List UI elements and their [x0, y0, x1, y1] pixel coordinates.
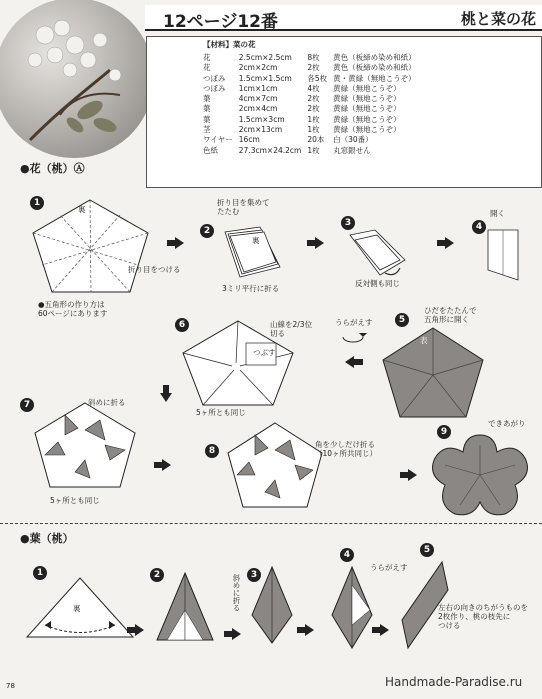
- leaf-arrow-1: [135, 624, 144, 636]
- materials-cell: 黄緑（無地こうぞ）: [333, 125, 401, 135]
- leaf-arrow-4: [380, 624, 389, 636]
- materials-cell: 各5枚: [307, 73, 328, 83]
- materials-cell: 4枚: [307, 83, 320, 93]
- materials-cell: 2cm×4cm: [238, 104, 278, 114]
- leaf1-back-label: 裏: [73, 604, 81, 613]
- flower-section-title: ●花（桃）Ⓐ: [20, 162, 85, 175]
- step1-note: ●五角形の作り方は 60ページにあります: [38, 300, 108, 318]
- materials-row: [203, 74, 422, 84]
- leaf-arrow-2: [232, 628, 241, 640]
- step8-text: 角を少しだけ折る （10ヶ所共同じ）: [315, 440, 378, 458]
- step1-back-label: 裏: [78, 205, 86, 214]
- materials-cell: 2cm×13cm: [238, 125, 283, 135]
- materials-cell: 2枚: [307, 104, 320, 114]
- materials-cell: 2枚: [307, 94, 320, 104]
- step1-diagram: [30, 195, 160, 295]
- materials-cell: 色紙: [203, 145, 218, 155]
- flower-step-number: 3: [341, 216, 355, 230]
- step9-done-label: できあがり: [488, 419, 526, 428]
- leaf-step-number: 2: [150, 568, 164, 582]
- step2-back-label: 裏: [252, 236, 260, 245]
- materials-cell: 8枚: [307, 53, 320, 62]
- page-number: 78: [6, 682, 15, 690]
- flower-photo: [0, 0, 160, 165]
- flower-step-number: 8: [205, 444, 219, 458]
- step9-diagram: [425, 430, 535, 520]
- step7-all-label: 5ヶ所とも同じ: [50, 496, 100, 505]
- materials-row: [203, 125, 422, 135]
- materials-cell: 黄色（板締め染め和紙）: [333, 63, 416, 73]
- materials-cell: 1枚: [307, 114, 320, 124]
- flower-step-number: 9: [437, 425, 451, 439]
- materials-row: [203, 115, 422, 125]
- step5-diagram: [378, 325, 488, 420]
- materials-cell: 1枚: [307, 145, 320, 155]
- materials-cell: 丸窓銀せん: [333, 145, 371, 155]
- flow-arrow-2: [315, 237, 324, 249]
- materials-row: [203, 146, 422, 156]
- materials-cell: 2cm×2cm: [238, 63, 278, 73]
- materials-cell: つぼみ: [203, 73, 226, 83]
- leaf-step-number: 3: [247, 568, 261, 582]
- materials-cell: ワイヤー: [203, 135, 233, 145]
- flower-step-number: 5: [395, 313, 409, 327]
- flow-arrow-4: [345, 356, 354, 368]
- materials-row: [203, 135, 422, 145]
- materials-cell: 花: [203, 63, 211, 73]
- leaf-arrow-3: [305, 624, 314, 636]
- materials-cell: 2.5cm×2.5cm: [238, 53, 292, 62]
- materials-row: [203, 94, 422, 104]
- leaf5-note: 左右の向きのちがうものを 2枚作り、桃の枝先に つける: [438, 603, 528, 630]
- step6-valley-label: 山線を2/3位 切る: [270, 320, 313, 338]
- materials-cell: つぼみ: [203, 83, 226, 93]
- watermark: Handmade-Paradise.ru: [385, 675, 523, 689]
- materials-cell: 1.5cm×1.5cm: [238, 73, 292, 83]
- step7-diagram: [30, 400, 140, 490]
- leaf-section-title: ●葉（桃）: [20, 532, 74, 545]
- leaf-step-number: 4: [340, 548, 354, 562]
- step2-bottom-label: 3ミリ平行に折る: [222, 284, 280, 293]
- step5-front-label: 表: [420, 336, 428, 345]
- flow-arrow-1: [175, 237, 184, 249]
- materials-cell: 葉: [203, 114, 211, 124]
- materials-heading: 【材料】菜の花: [203, 40, 256, 49]
- materials-row: [203, 84, 422, 94]
- materials-cell: 黄・黄緑（無地こうぞ）: [333, 73, 416, 83]
- materials-cell: 1.5cm×3cm: [238, 114, 285, 124]
- step8-diagram: [225, 420, 325, 510]
- materials-cell: 葉: [203, 104, 211, 114]
- step6-squash-label: つぶす: [253, 348, 276, 357]
- step4-open-label: 開く: [490, 209, 505, 218]
- materials-cell: 花: [203, 53, 211, 62]
- flow-arrow-7: [408, 469, 417, 481]
- flow-arrow-3: [445, 237, 454, 249]
- materials-cell: 4cm×7cm: [238, 94, 278, 104]
- materials-cell: 20本: [307, 135, 325, 145]
- step6-turn-label: うらがえす: [335, 318, 373, 327]
- step3-bottom-label: 反対側も同じ: [355, 279, 400, 288]
- materials-cell: 葉: [203, 94, 211, 104]
- materials-cell: 1cm×1cm: [238, 83, 278, 93]
- materials-cell: 黄色（板締め染め和紙）: [333, 53, 416, 62]
- step7-diag-label: 斜めに折る: [88, 398, 126, 407]
- flower-step-number: 6: [175, 318, 189, 332]
- section-divider: [0, 523, 542, 524]
- leaf3-diag-label: 斜めに折る: [232, 574, 241, 612]
- materials-cell: 16cm: [238, 135, 260, 145]
- flower-step-number: 4: [472, 220, 486, 234]
- step5-text: ひだをたたんで 五角形に開く: [424, 306, 477, 324]
- materials-cell: 1枚: [307, 125, 320, 135]
- materials-table: [203, 53, 422, 156]
- step6-all-label: 5ヶ所とも同じ: [196, 408, 246, 417]
- flower-step-number: 1: [30, 196, 44, 210]
- leaf-step-number: 5: [420, 543, 434, 557]
- materials-cell: 2枚: [307, 63, 320, 73]
- flower-step-number: 7: [20, 398, 34, 412]
- materials-cell: 黄緑（無地こうぞ）: [333, 83, 401, 93]
- materials-row: [203, 53, 422, 63]
- leaf-step-number: 1: [33, 566, 47, 580]
- materials-cell: 27.3cm×24.2cm: [238, 145, 302, 155]
- step2-top-label: 折り目を集めて たたむ: [217, 198, 270, 216]
- flow-arrow-5: [160, 393, 172, 402]
- materials-row: [203, 104, 422, 114]
- leaf4-diagram: [330, 565, 375, 650]
- turn-over-icon: [340, 330, 370, 344]
- materials-box: [146, 36, 542, 188]
- materials-cell: 黄緑（無地こうぞ）: [333, 114, 401, 124]
- materials-cell: 茎: [203, 125, 211, 135]
- step4-diagram: [478, 225, 528, 285]
- leaf2-diagram: [155, 570, 215, 645]
- flow-arrow-6: [162, 459, 171, 471]
- materials-cell: 黄緑（無地こうぞ）: [333, 94, 401, 104]
- page-subtitle: 桃と菜の花: [460, 10, 536, 28]
- materials-cell: 白（30番）: [333, 135, 373, 145]
- flower-step-number: 2: [200, 224, 214, 238]
- step3-diagram: [345, 225, 415, 280]
- header-bar: [145, 5, 542, 31]
- materials-row: [203, 63, 422, 73]
- materials-cell: 黄緑（無地こうぞ）: [333, 104, 401, 114]
- step2-diagram: [220, 222, 290, 282]
- leaf5-turn-label: うらがえす: [370, 563, 408, 572]
- step1-crease-label: 折り目をつける: [128, 265, 181, 274]
- page-title: 12ページ12番: [163, 12, 278, 32]
